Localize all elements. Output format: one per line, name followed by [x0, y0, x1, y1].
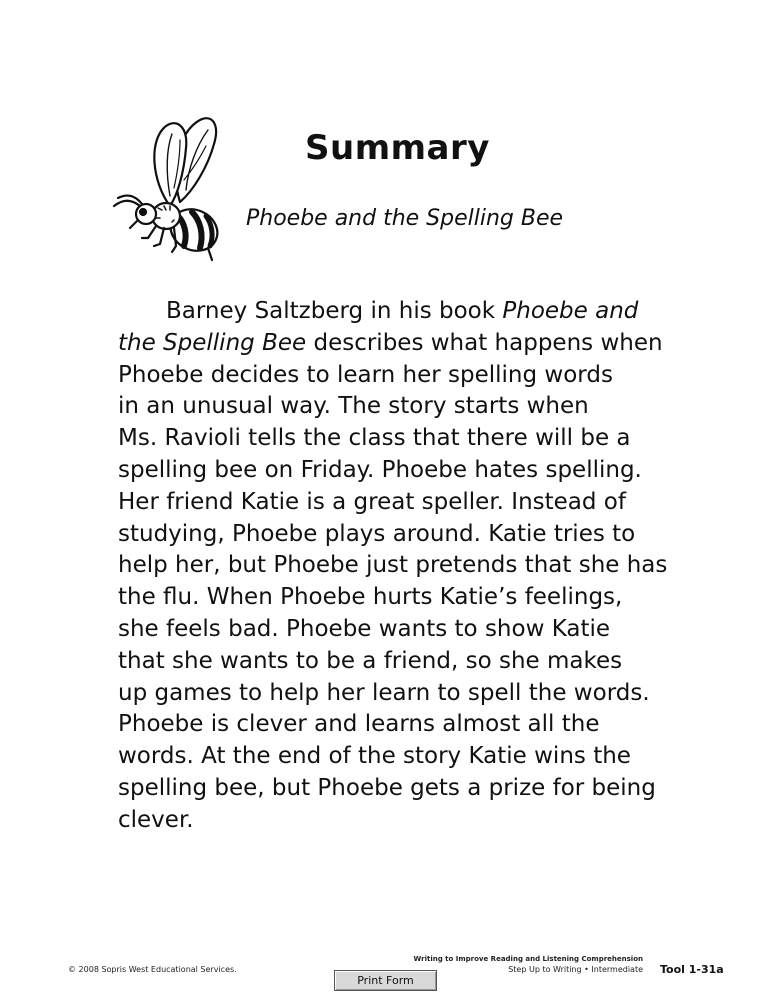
- paragraph-text: Ms. Ravioli tells the class that there will be a: [118, 425, 631, 452]
- paragraph-line: [118, 582, 718, 614]
- book-title-reference: the Spelling Bee: [118, 329, 307, 356]
- paragraph-text: the flu. When Phoebe hurts Katie’s feelings,: [118, 584, 623, 611]
- paragraph-text: up games to help her learn to spell the words.: [118, 679, 650, 706]
- paragraph-text: studying, Phoebe plays around. Katie tries to: [118, 520, 636, 547]
- paragraph-line: [118, 805, 718, 837]
- paragraph-text: she feels bad. Phoebe wants to show Katie: [118, 615, 611, 642]
- paragraph-text: Her friend Katie is a great speller. Instead of: [118, 488, 626, 515]
- paragraph-text: describes what happens when: [306, 329, 663, 356]
- paragraph-line: [118, 487, 718, 519]
- copyright-notice: © 2008 Sopris West Educational Services.: [68, 965, 237, 974]
- series-subtitle: Step Up to Writing • Intermediate: [508, 965, 643, 974]
- paragraph-text: clever.: [118, 806, 194, 833]
- paragraph-line: [118, 709, 718, 741]
- paragraph-line: [118, 678, 718, 710]
- paragraph-line: [118, 646, 718, 678]
- page-title: Summary: [305, 128, 490, 168]
- paragraph-line: [118, 455, 718, 487]
- paragraph-line: [118, 519, 718, 551]
- summary-paragraph: [118, 296, 718, 837]
- tool-label: Tool 1-31a: [660, 963, 724, 976]
- paragraph-text: Barney Saltzberg in his book: [166, 298, 503, 324]
- paragraph-text: words. At the end of the story Katie wins the: [118, 743, 631, 770]
- bee-icon: [108, 110, 238, 275]
- paragraph-line: [118, 773, 718, 805]
- paragraph-text: help her, but Phoebe just pretends that she has: [118, 552, 668, 579]
- series-info: [414, 955, 643, 974]
- series-title: Writing to Improve Reading and Listening Comprehension: [413, 955, 643, 963]
- paragraph-text: spelling bee, but Phoebe gets a prize for being: [118, 774, 656, 801]
- paragraph-line: [118, 614, 718, 646]
- paragraph-line: [118, 296, 718, 328]
- paragraph-line: [118, 391, 718, 423]
- paragraph-line: [118, 328, 718, 360]
- paragraph-line: [118, 550, 718, 582]
- paragraph-text: that she wants to be a friend, so she makes: [118, 647, 623, 674]
- book-title-reference: Phoebe and: [502, 298, 639, 324]
- paragraph-line: [118, 423, 718, 455]
- paragraph-text: Phoebe decides to learn her spelling words: [118, 361, 613, 388]
- paragraph-text: in an unusual way. The story starts when: [118, 393, 589, 420]
- paragraph-text: Phoebe is clever and learns almost all the: [118, 711, 600, 738]
- paragraph-line: [118, 741, 718, 773]
- paragraph-line: [118, 360, 718, 392]
- paragraph-text: spelling bee on Friday. Phoebe hates spelling.: [118, 456, 642, 483]
- book-title-subtitle: Phoebe and the Spelling Bee: [246, 206, 564, 231]
- print-form-button[interactable]: Print Form: [334, 970, 437, 991]
